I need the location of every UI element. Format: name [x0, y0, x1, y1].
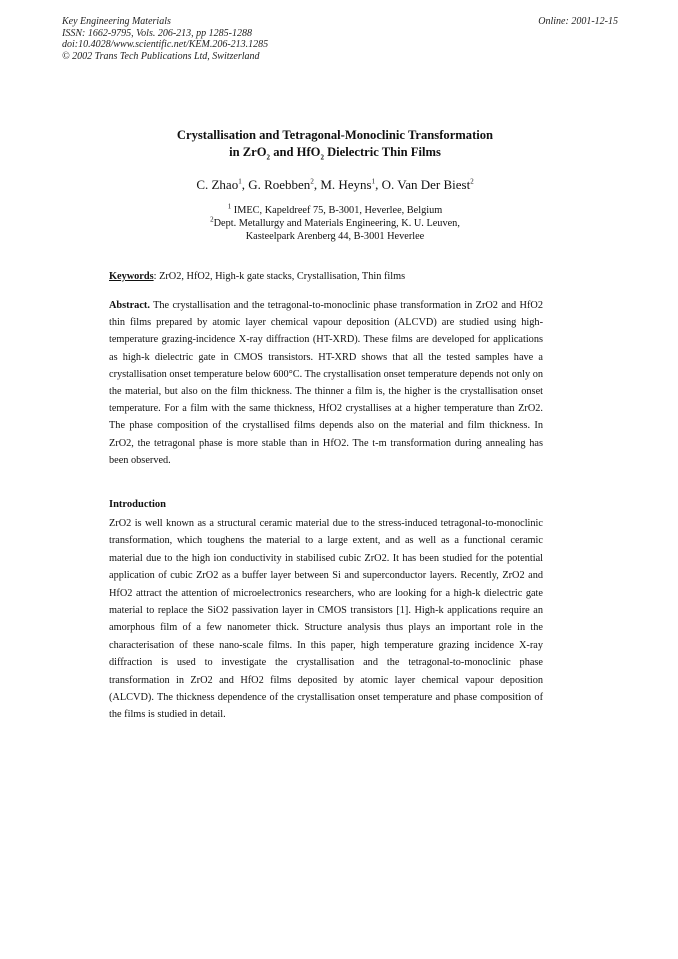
abstract	[109, 297, 543, 469]
affiliation-mark: 2	[210, 215, 214, 224]
title-text: Dielectric Thin Films	[323, 145, 441, 159]
author-name: M. Heyns	[320, 177, 372, 192]
author-separator: ,	[313, 177, 321, 192]
doi-link[interactable]: doi:10.4028/www.scientific.net/KEM.206-213.1285	[62, 39, 269, 50]
author-name: O. Van Der Biest	[381, 177, 471, 192]
title-subscript: 2	[266, 153, 271, 162]
author-affiliation-mark: 1	[371, 177, 376, 186]
paper-title	[100, 127, 570, 161]
author-name: G. Roebben	[248, 177, 311, 192]
journal-header	[62, 16, 618, 62]
abstract-label: Abstract.	[109, 300, 150, 311]
author-affiliation-mark: 2	[470, 177, 474, 186]
title-line-2	[100, 144, 570, 161]
affiliation-2-address: Kasteelpark Arenberg 44, B-3001 Heverlee	[245, 230, 425, 242]
issn-line: ISSN: 1662-9795, Vols. 206-213, pp 1285-1288	[62, 27, 252, 39]
title-text: and HfO	[270, 145, 321, 159]
section-heading-introduction: Introduction	[109, 499, 166, 510]
keywords	[109, 271, 559, 282]
author-name: C. Zhao	[196, 177, 239, 192]
introduction-text: ZrO2 is well known as a structural ceramic material due to the stress-induced tetragonal-to-monoclinic transformation, which toughens the material to a large extent, and as well as a functional ceramic material due to the high ion conductivity in stabilised cubic ZrO2. It has been studied for the potential application of cubic ZrO2 as a buffer layer between Si and superconductor layers. Recently, ZrO2 and HfO2 attract the attention of microelectronics researchers, who are looking for a high-k dielectric gate material to replace the SiO2 passivation layer in CMOS transistors [1]. High-k applications require an amorphous film of a few nanometer thick. Structure analysis thus plays an important role in the characterisation of these nano-scale films. In this paper, high temperature grazing incidence X-ray diffraction is used to investigate the crystallisation and the tetragonal-to-monoclinic phase transformation in ZrO2 and HfO2 films deposited by atomic layer chemical vapour deposition (ALCVD). The thickness dependence of the crystallisation onset temperature and phase composition of the films is studied in detail.	[109, 518, 543, 721]
author-separator: ,	[241, 177, 249, 192]
keywords-label: Keywords	[109, 271, 154, 282]
affiliation-2	[100, 215, 570, 231]
affiliation-text: IMEC, Kapeldreef 75, B-3001, Heverlee, Belgium	[231, 205, 443, 216]
title-text: in ZrO	[229, 145, 267, 159]
journal-name: Key Engineering Materials	[62, 16, 171, 27]
online-date: Online: 2001-12-15	[538, 16, 618, 27]
author-list	[100, 177, 570, 193]
author-affiliation-mark: 1	[238, 177, 242, 186]
keywords-text: ZrO2, HfO2, High-k gate stacks, Crystallisation, Thin films	[156, 271, 406, 282]
affiliations	[100, 202, 570, 243]
copyright-line: © 2002 Trans Tech Publications Ltd, Switzerland	[62, 50, 260, 62]
affiliation-1	[100, 202, 570, 218]
abstract-text: The crystallisation and the tetragonal-to-monoclinic phase transformation in ZrO2 and HfO2 thin films prepared by atomic layer chemical vapour deposition (ALCVD) are studied using high-temperature grazing-incidence X-ray diffraction (HT-XRD). These films are developed for applications as high-k dielectric gate in CMOS transistors. HT-XRD shows that all the tested samples have a crystallisation onset temperature below 600°C. The crystallisation onset temperature depends not only on the material, but also on the film thickness. The thinner a film is, the higher is the crystallisation onset temperature. For a film with the same thickness, HfO2 crystallises at a higher temperature than ZrO2. The phase composition of the crystallised films depends also on the material and film thickness. In ZrO2, the tetragonal phase is more stable than in HfO2. The t-m transformation during annealing has been observed.	[109, 300, 543, 466]
keywords-colon: :	[153, 271, 157, 282]
title-line-1: Crystallisation and Tetragonal-Monoclinic Transformation	[176, 128, 494, 142]
title-subscript: 2	[320, 153, 324, 162]
author-separator: ,	[375, 177, 382, 192]
affiliation-mark: 1	[227, 202, 232, 211]
author-affiliation-mark: 2	[310, 177, 314, 186]
affiliation-text: Dept. Metallurgy and Materials Engineering, K. U. Leuven,	[213, 217, 460, 229]
